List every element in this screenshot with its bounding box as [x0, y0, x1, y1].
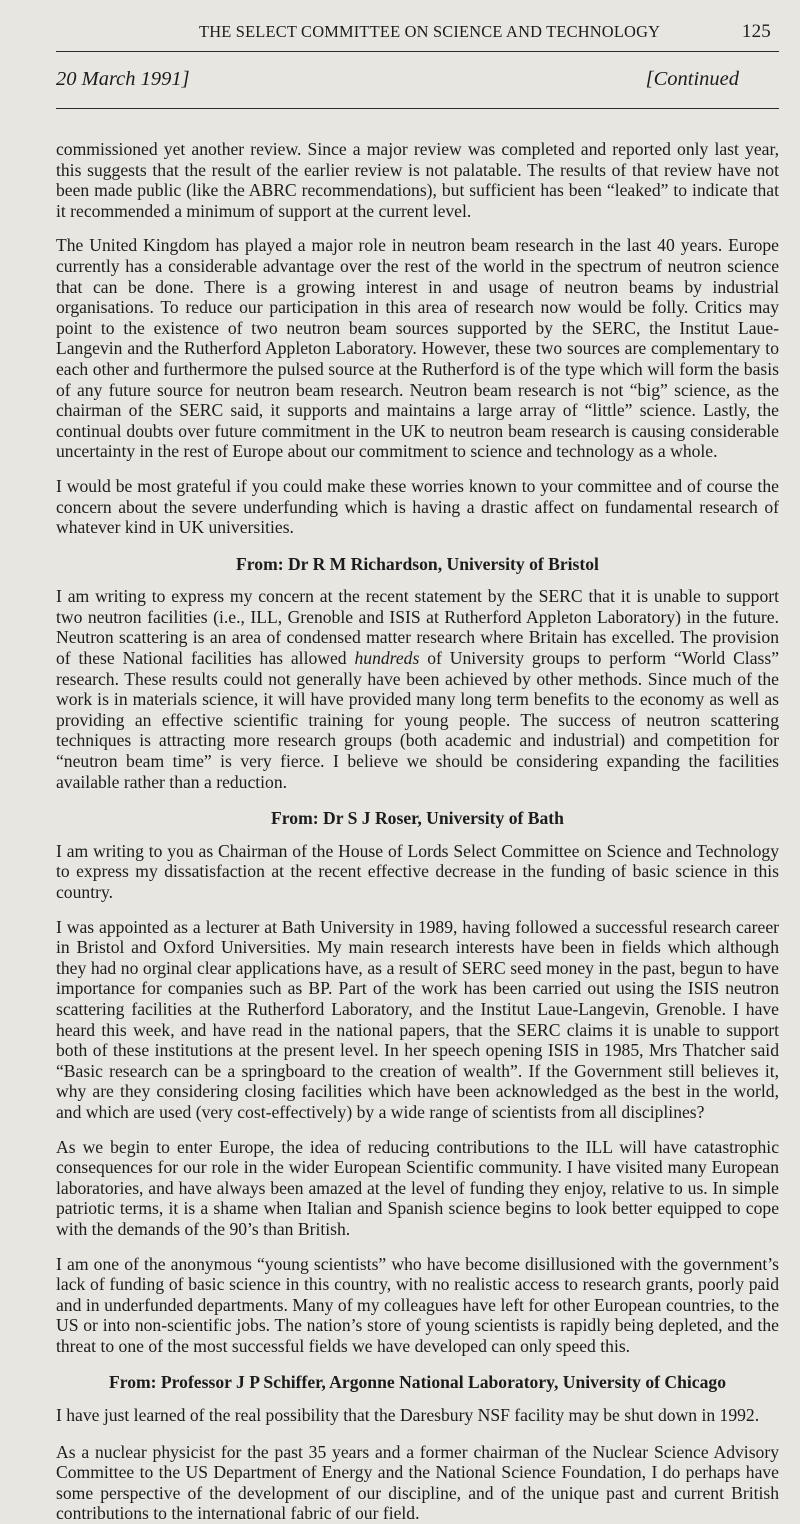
document-body [56, 139, 779, 1524]
running-header [56, 22, 779, 42]
paragraph: I am one of the anonymous “young scientists” who have become disillusioned with the government’s lack of funding of basic science in this country, with no realistic access to research grants, poorly paid and in underfunded departments. Many of my colleagues have left for other European countries, to the US or into non-scientific jobs. The nation’s store of young scientists is rapidly being depleted, and the threat to one of the most successful fields we have developed can only speed this. [56, 1253, 779, 1356]
section-heading-schiffer: From: Professor J P Schiffer, Argonne National Laboratory, University of Chicago [108, 1372, 727, 1393]
paragraph: I would be most grateful if you could make these worries known to your committee and of course the concern about the severe underfunding which is having a drastic affect on fundamental research of whatever kind in UK universities. [56, 475, 779, 538]
paragraph: I have just learned of the real possibility that the Daresbury NSF facility may be shut down in 1992. [56, 1405, 760, 1426]
date-line [56, 67, 779, 91]
continued-label: [Continued [645, 68, 739, 90]
page-number: 125 [741, 21, 771, 42]
header-rule-bottom [56, 108, 779, 109]
section-heading-roser: From: Dr S J Roser, University of Bath [271, 808, 564, 829]
paragraph: The United Kingdom has played a major role in neutron beam research in the last 40 years. Europe currently has a considerable advantage over the rest of the world in the spectrum of neutron science that can be done. There is a growing interest in and usage of neutron beams by industrial organisations. To reduce our participation in this area of research now would be folly. Critics may point to the existence of two neutron beam sources supported by the SERC, the Institut Laue-Langevin and the Rutherford Appleton Laboratory. However, these two sources are complementary to each other and furthermore the pulsed source at the Rutherford is of the type which will form the basis of any future source for neutron beam research. Neutron beam research is not “big” science, as the chairman of the SERC said, it supports and maintains a large array of “little” science. Lastly, the continual doubts over future commitment in the UK to neutron beam research is causing considerable uncertainty in the rest of Europe about our commitment to science and technology as a whole. [56, 235, 779, 462]
paragraph: I am writing to you as Chairman of the House of Lords Select Committee on Science and Technology to express my dissatisfaction at the recent effective decrease in the funding of basic science in this country. [56, 840, 779, 902]
paragraph-text: I am writing to express my concern at the recent statement by the SERC that it is unable to support two neutron facilities (i.e., ILL, Grenoble and ISIS at Rutherford Appleton Laboratory) in the future. Neutron scattering is an area of condensed matter research where Britain has excelled. The provision of these National facilities has allowed [56, 586, 779, 669]
section-heading-richardson: From: Dr R M Richardson, University of Bristol [236, 553, 599, 574]
running-title: THE SELECT COMMITTEE ON SCIENCE AND TECHNOLOGY [199, 22, 661, 41]
header-rule-top [56, 51, 779, 52]
paragraph: commissioned yet another review. Since a major review was completed and reported only last year, this suggests that the result of the earlier review is not palatable. The results of that review have not been made public (like the ABRC recommendations), but sufficient has been “leaked” to indicate that it recommended a minimum of support at the current level. [56, 139, 779, 221]
paragraph: As we begin to enter Europe, the idea of reducing contributions to the ILL will have catastrophic consequences for our role in the wider European Scientific community. I have visited many European laboratories, and have always been amazed at the level of funding they enjoy, relative to us. In simple patriotic terms, it is a shame when Italian and Spanish science begins to look better equipped to cope with the demands of the 90’s than British. [56, 1136, 779, 1239]
sitting-date: 20 March 1991] [56, 68, 190, 90]
paragraph: I was appointed as a lecturer at Bath University in 1989, having followed a successful research career in Bristol and Oxford Universities. My main research interests have been in fields which although they had no orginal clear applications have, as a result of SERC seed money in the past, begun to have importance for companies such as BP. Part of the work has been carried out using the ISIS neutron scattering facilities at the Rutherford Laboratory, and the Institut Laue-Langevin, Grenoble. I have heard this week, and have read in the national papers, that the SERC claims it is unable to support both of these institutions at the present level. In her speech opening ISIS in 1985, Mrs Thatcher said “Basic research can be a springboard to the creation of wealth”. If the Government still believes it, why are they considering closing facilities which have been acknowledged as the best in the world, and which are used (very cost-effectively) by a wide range of scientists from all disciplines? [56, 916, 779, 1122]
emphasis-text: hundreds [354, 648, 420, 669]
paragraph [56, 586, 779, 792]
paragraph: As a nuclear physicist for the past 35 years and a former chairman of the Nuclear Science Advisory Committee to the US Department of Energy and the National Science Foundation, I do perhaps have some perspective of the development of our discipline, and of the unique past and current British contributions to the international fabric of our field. [56, 1441, 779, 1524]
paragraph-text: of University groups to perform “World Class” research. These results could not generally have been achieved by other methods. Since much of the work is in materials science, it will have provided many long term benefits to the economy as well as providing an effective scientific training for young people. The success of neutron scattering techniques is attracting more research groups (both academic and industrial) and competition for “neutron beam time” is very fierce. I believe we should be considering expanding the facilities available rather than a reduction. [56, 648, 780, 792]
